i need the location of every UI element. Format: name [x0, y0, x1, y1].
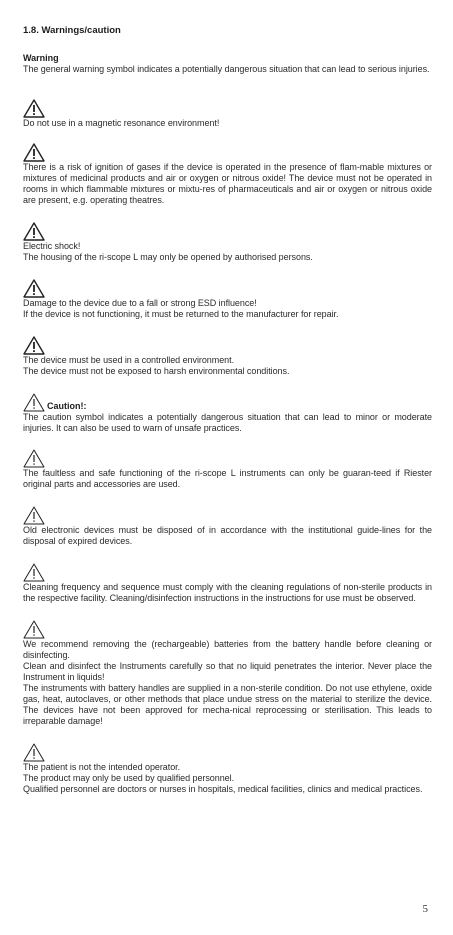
caution-icon — [23, 563, 45, 582]
page-number: 5 — [422, 903, 428, 915]
warning-icon — [23, 279, 45, 298]
warning-label: Warning — [23, 53, 59, 63]
caution-item-cleaning-frequency — [23, 563, 432, 604]
warning-text: Do not use in a magnetic resonance environment! — [23, 118, 220, 128]
warning-definition — [23, 53, 432, 75]
warning-icon — [23, 143, 45, 162]
caution-text: The faultless and safe functioning of the ri-scope L instruments can only be guaran-teed if Riester original parts and accessories are used. — [23, 468, 432, 489]
caution-icon — [23, 743, 45, 762]
warning-icon — [23, 336, 45, 355]
caution-text: Old electronic devices must be disposed of in accordance with the institutional guide-lines for the disposal of expired devices. — [23, 525, 432, 546]
caution-item-batteries-cleaning — [23, 620, 432, 727]
caution-text: We recommend removing the (rechargeable) batteries from the battery handle before cleaning or disinfecting. Clean and disinfect the Instruments carefully so that no liquid penetrates the interior. Never place the Instrument in liquids! The instruments with battery handles are supplied in a non-sterile condition. Do not use ethylene, oxide gas, heat, autoclaves, or other methods that place undue stress on the material to sterilize the device. The devices have not been approved for mecha-nical reprocessing or sterilisation. This leads to irreparable damage! — [23, 639, 432, 726]
warning-icon — [23, 222, 45, 241]
caution-icon — [23, 393, 45, 412]
warning-text: There is a risk of ignition of gases if the device is operated in the presence of flam-mable mixtures or mixtures of medicinal products and air or oxygen or nitrous oxide! The device must not be operated in rooms in which flammable mixtures or mixtu-res of pharmaceuticals and air or oxygen or nitrous oxide are present, e.g. operating theatres. — [23, 162, 432, 205]
warning-item-mri — [23, 99, 432, 129]
warning-text: Electric shock! The housing of the ri-scope L may only be opened by authorised persons. — [23, 241, 313, 262]
caution-item-qualified-personnel — [23, 743, 432, 795]
warning-icon — [23, 99, 45, 118]
caution-label: Caution!: — [47, 401, 87, 411]
caution-icon — [23, 506, 45, 525]
caution-definition — [23, 393, 432, 434]
caution-header — [23, 393, 432, 412]
warning-item-electric-shock — [23, 222, 432, 263]
warning-definition-text: The general warning symbol indicates a potentially dangerous situation that can lead to serious injuries. — [23, 64, 430, 74]
caution-text: The patient is not the intended operator. The product may only be used by qualified personnel. Qualified personnel are doctors or nurses in hospitals, medical facilities, clinics and medical practices. — [23, 762, 423, 794]
caution-definition-text: The caution symbol indicates a potentially dangerous situation that can lead to minor or moderate injuries. It can also be used to warn of unsafe practices. — [23, 412, 432, 433]
warning-text: The device must be used in a controlled environment. The device must not be exposed to harsh environmental conditions. — [23, 355, 290, 376]
caution-icon — [23, 449, 45, 468]
caution-icon — [23, 620, 45, 639]
warning-item-environment — [23, 336, 432, 377]
document-page — [23, 25, 432, 795]
caution-text: Cleaning frequency and sequence must comply with the cleaning regulations of non-sterile products in the respective facility. Cleaning/disinfection instructions in the instructions for use must be observed. — [23, 582, 432, 603]
caution-item-original-parts — [23, 449, 432, 490]
warning-text: Damage to the device due to a fall or strong ESD influence! If the device is not functioning, it must be returned to the manufacturer for repair. — [23, 298, 339, 319]
warning-item-ignition — [23, 143, 432, 206]
caution-item-disposal — [23, 506, 432, 547]
warning-item-damage — [23, 279, 432, 320]
section-title: 1.8. Warnings/caution — [23, 25, 121, 36]
